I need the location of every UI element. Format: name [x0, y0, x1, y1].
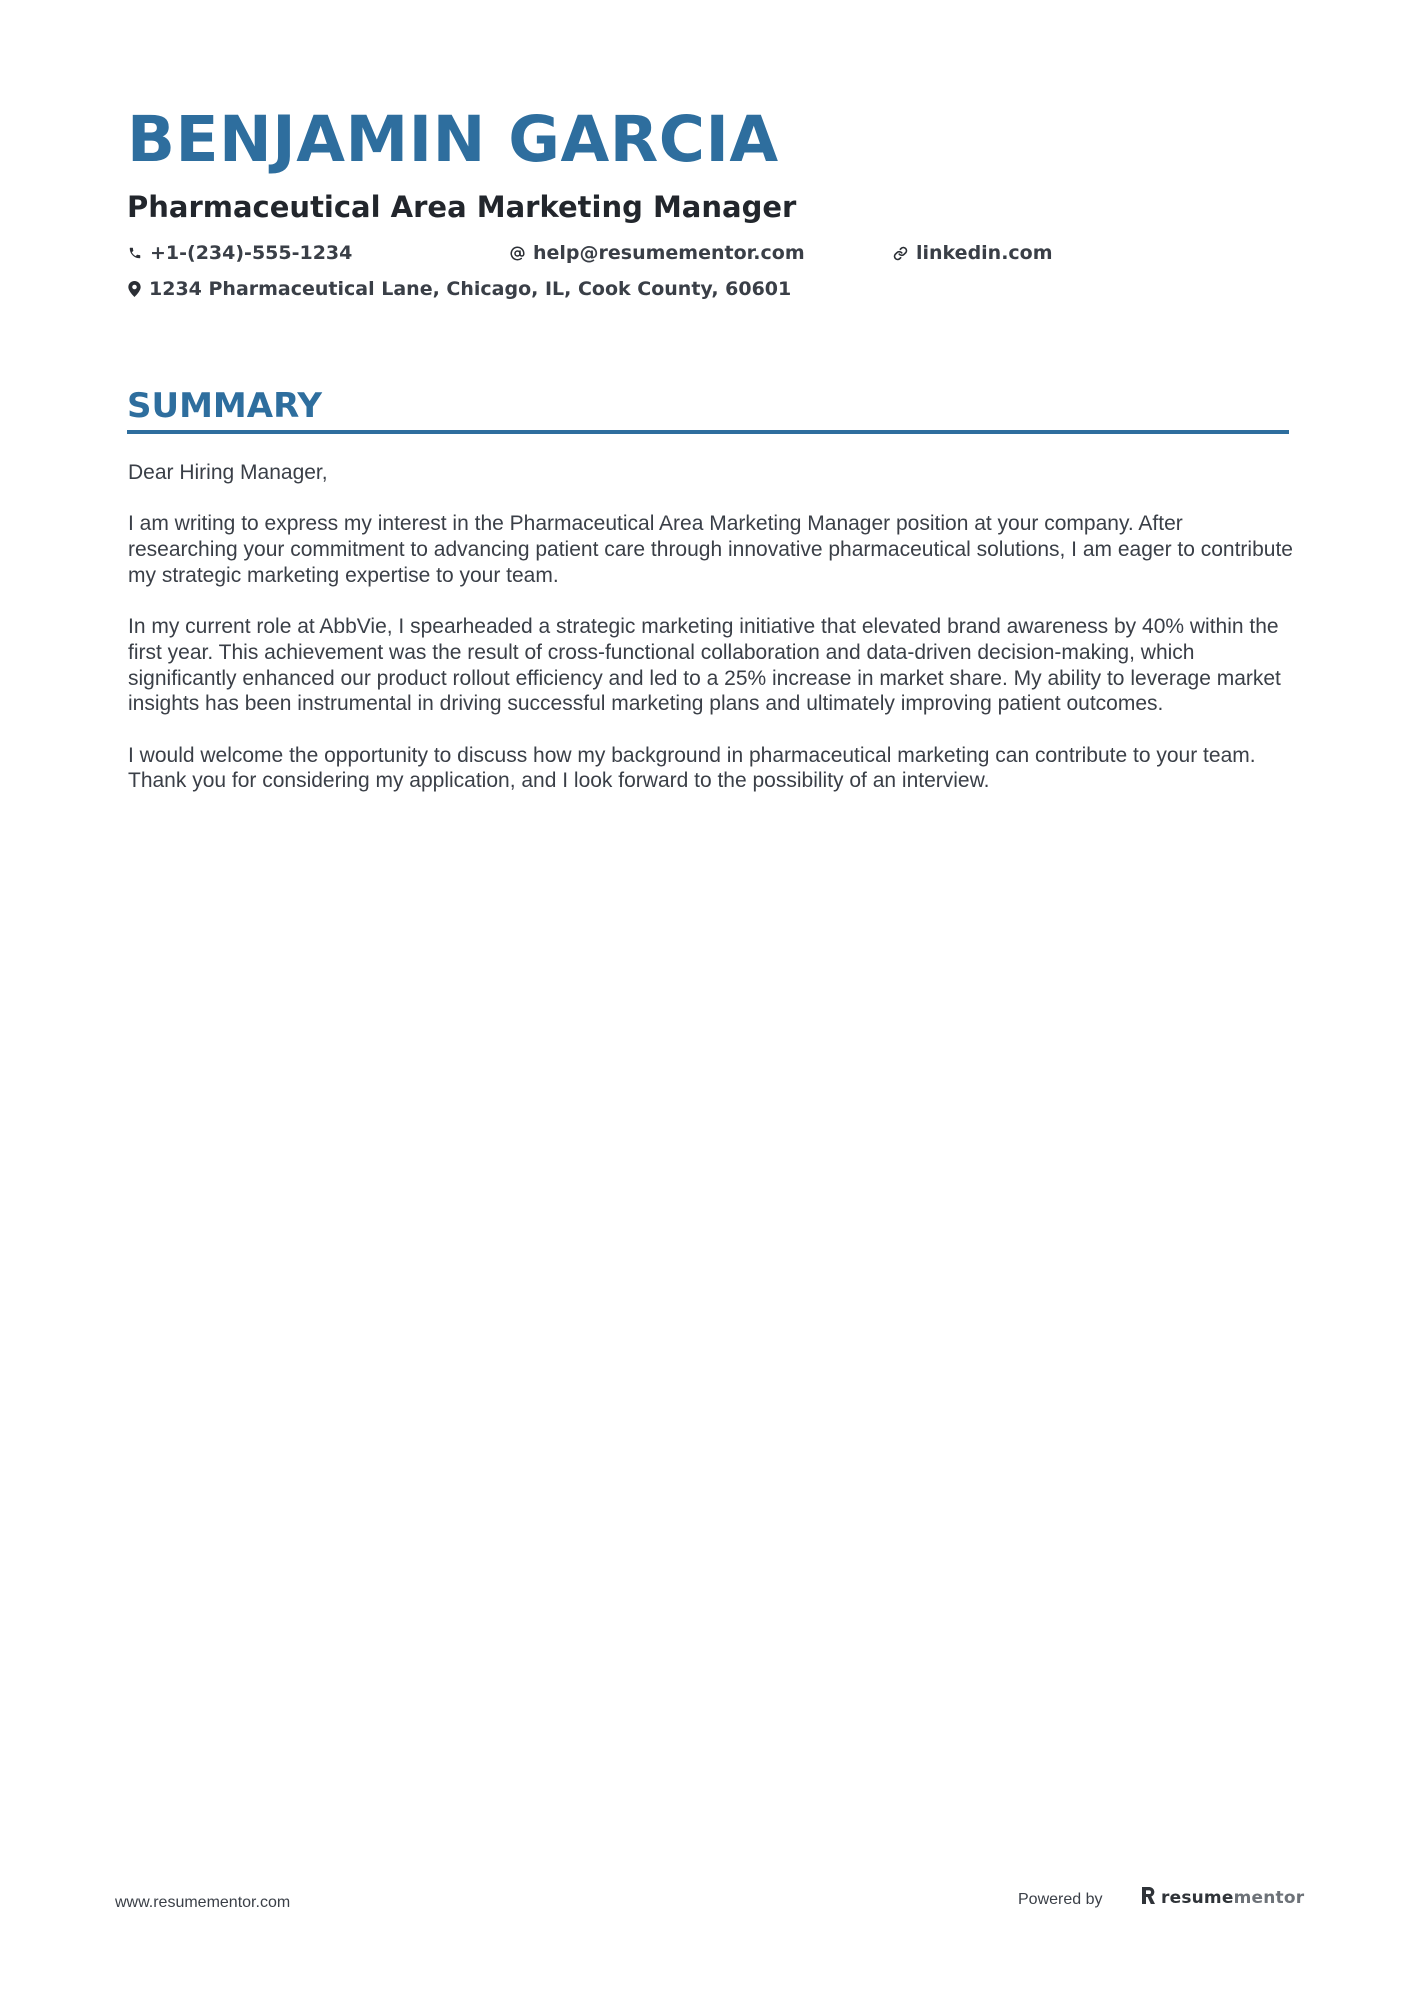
- job-title: Pharmaceutical Area Marketing Manager: [127, 190, 797, 224]
- letter-body: [128, 460, 1293, 820]
- summary-heading: SUMMARY: [127, 386, 323, 426]
- brand-logo[interactable]: [1141, 1886, 1304, 1910]
- powered-by-label: Powered by: [1018, 1891, 1103, 1908]
- letter-paragraph-closing: I would welcome the opportunity to discuss how my background in pharmaceutical marketing can contribute to your team. Thank you for considering my application, and I look forward to the possibility of an interview.: [128, 743, 1256, 793]
- candidate-name: BENJAMIN GARCIA: [127, 103, 779, 176]
- at-sign-icon: [510, 246, 525, 261]
- footer-website-link[interactable]: www.resumementor.com: [115, 1894, 291, 1911]
- brand-wordmark-mentor: mentor: [1233, 1888, 1305, 1908]
- location-pin-icon: [128, 281, 141, 297]
- linkedin-text: linkedin.com: [916, 242, 1053, 264]
- contact-address: [128, 278, 791, 300]
- link-icon: [893, 246, 908, 261]
- letter-paragraph-achievement: In my current role at AbbVie, I spearheaded a strategic marketing initiative that elevated brand awareness by 40% within the first year. This achievement was the result of cross-functional collaboration and data-driven decision-making, which significantly enhanced our product rollout efficiency and led to a 25% increase in market share. My ability to leverage market insights has been instrumental in driving successful marketing plans and ultimately improving patient outcomes.: [128, 615, 1281, 716]
- contact-email[interactable]: [510, 242, 805, 264]
- salutation: Dear Hiring Manager,: [128, 461, 328, 484]
- brand-wordmark-resume: resume: [1161, 1888, 1234, 1908]
- phone-text: +1-(234)-555-1234: [150, 242, 353, 264]
- phone-icon: [128, 246, 142, 260]
- section-divider: [127, 430, 1289, 434]
- brand-wordmark: [1161, 1888, 1304, 1908]
- contact-linkedin[interactable]: [893, 242, 1053, 264]
- contact-phone: [128, 242, 352, 264]
- resumementor-logo-icon: [1141, 1886, 1156, 1910]
- letter-paragraph-intro: I am writing to express my interest in the Pharmaceutical Area Marketing Manager position at your company. After researching your commitment to advancing patient care through innovative pharmaceutical solutions, I am eager to contribute my strategic marketing expertise to your team.: [128, 512, 1293, 587]
- address-text: 1234 Pharmaceutical Lane, Chicago, IL, Cook County, 60601: [149, 278, 792, 300]
- email-text: help@resumementor.com: [533, 242, 805, 264]
